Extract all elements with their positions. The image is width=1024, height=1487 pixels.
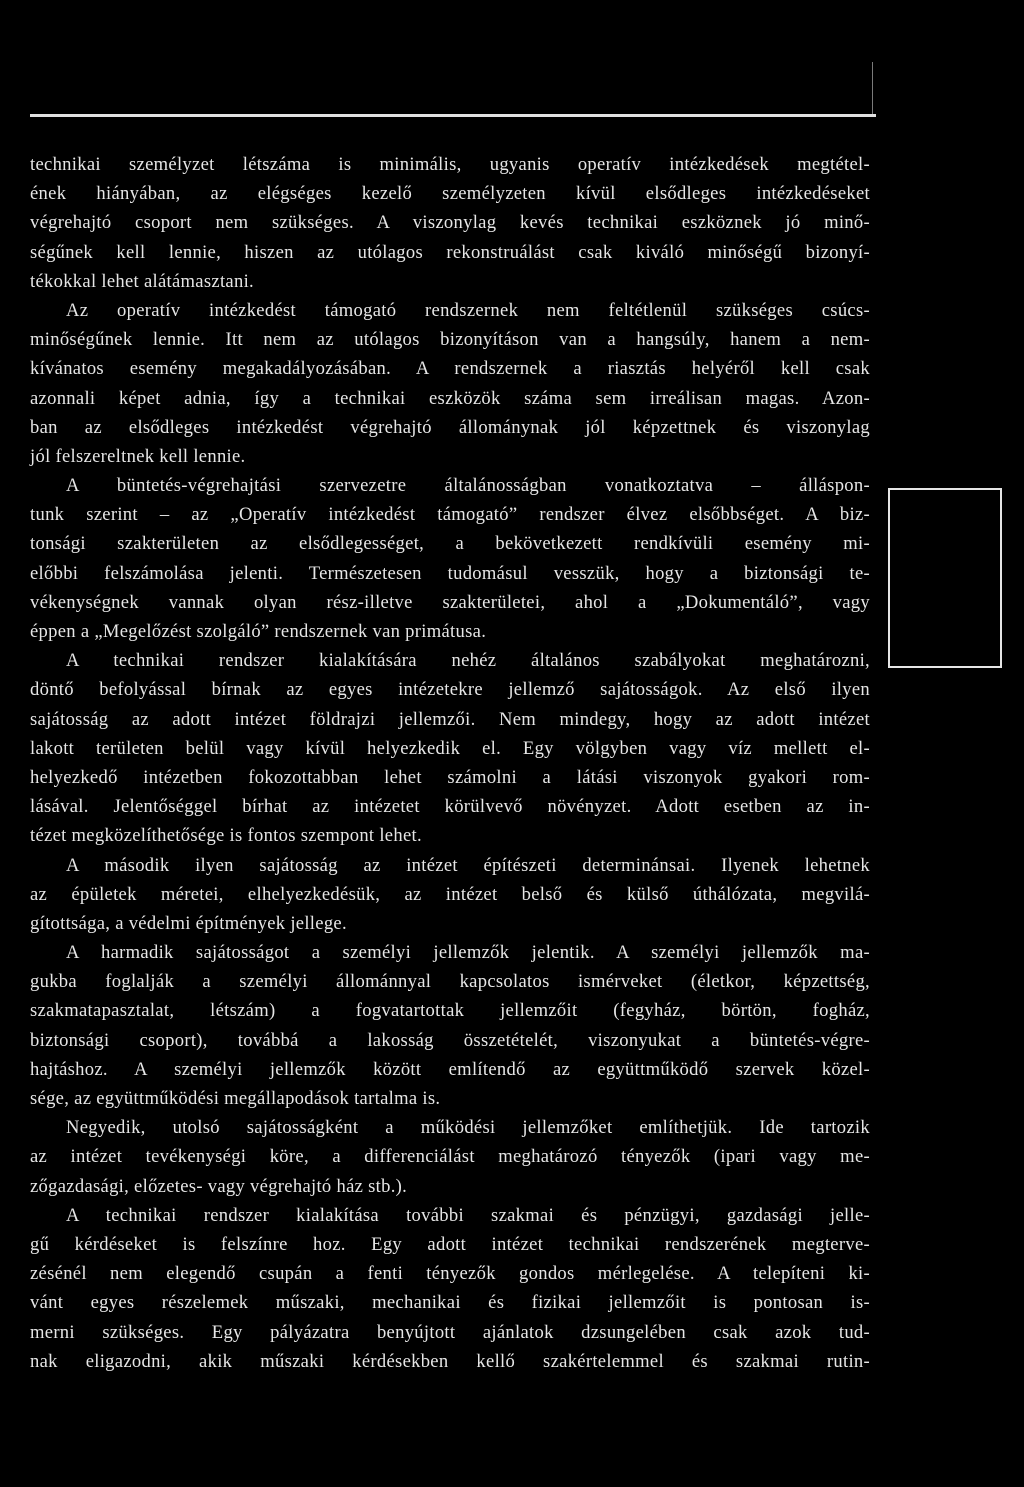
text-line: nak eligazodni, akik műszaki kérdésekben kellő szakértelemmel és szakmai rutin- xyxy=(30,1350,870,1372)
text-line: biztonsági csoport), továbbá a lakosság összetételét, viszonyukat a büntetés-végre- xyxy=(30,1029,870,1051)
text-line: az épületek méretei, elhelyezkedésük, az intézet belső és külső úthálózata, megvilá- xyxy=(30,883,870,905)
text-line: ségűnek kell lennie, hiszen az utólagos rekonstruálást csak kiváló minőségű bizonyí- xyxy=(30,241,870,263)
text-line: sége, az együttműködési megállapodások tartalma is. xyxy=(30,1088,441,1109)
text-line: zőgazdasági, előzetes- vagy végrehajtó ház stb.). xyxy=(30,1175,408,1197)
text-line: azonnali képet adnia, így a technikai eszközök száma sem irreálisan magas. Azon- xyxy=(30,387,870,409)
text-line: gű kérdéseket is felszínre hoz. Egy adott intézet technikai rendszerének megterve- xyxy=(30,1233,870,1255)
text-line: kívánatos esemény megakadályozásában. A rendszernek a riasztás helyéről kell csak xyxy=(30,358,870,380)
text-line: tonsági szakterületen az elsődlegességet, a bekövetkezett rendkívüli esemény mi- xyxy=(30,533,870,555)
text-line: lakott területen belül vagy kívül helyezkedik el. Egy völgyben vagy víz mellett el- xyxy=(30,737,870,759)
text-line: technikai személyzet létszáma is minimális, ugyanis operatív intézkedések megtétel- xyxy=(30,154,870,175)
paragraph-first-line: Negyedik, utolsó sajátosságként a működési jellemzőket említhetjük. Ide tartozik xyxy=(66,1117,870,1139)
text-line: jól felszereltnek kell lennie. xyxy=(30,445,246,467)
paragraph-first-line: A technikai rendszer kialakítására nehéz általános szabályokat meghatározni, xyxy=(66,650,870,672)
header-rule xyxy=(30,114,876,117)
text-line: lásával. Jelentőséggel bírhat az intézetet körülvevő növényzet. Adott esetben az in- xyxy=(30,796,870,818)
text-line: szakmatapasztalat, létszám) a fogvatartottak jellemzőit (fegyház, börtön, fogház, xyxy=(30,1000,870,1022)
text-line: tézet megközelíthetősége is fontos szempont lehet. xyxy=(30,825,422,847)
text-line: végrehajtó csoport nem szükséges. A viszonylag kevés technikai eszköznek jó minő- xyxy=(30,212,870,234)
text-line: ének hiányában, az elégséges kezelő személyzeten kívül elsődleges intézkedéseket xyxy=(30,183,870,205)
text-line: tékokkal lehet alátámasztani. xyxy=(30,270,254,292)
paragraph-first-line: A második ilyen sajátosság az intézet építészeti determinánsai. Ilyenek lehetnek xyxy=(66,854,870,876)
paragraph-first-line: A harmadik sajátosságot a személyi jellemzők jelentik. A személyi jellemzők ma- xyxy=(66,942,870,964)
text-line: helyezkedő intézetben fokozottabban lehet számolni a látási viszonyok gyakori rom- xyxy=(30,766,870,788)
text-line: vánt egyes részelemek műszaki, mechanikai és fizikai jellemzőit is pontosan is- xyxy=(30,1292,870,1314)
text-line: gukba foglalják a személyi állománnyal kapcsolatos ismérveket (életkor, képzettség, xyxy=(30,971,870,993)
text-line: sajátosság az adott intézet földrajzi jellemzői. Nem mindegy, hogy az adott intézet xyxy=(30,708,870,730)
text-line: merni szükséges. Egy pályázatra benyújtott ajánlatok dzsungelében csak azok tud- xyxy=(30,1321,870,1343)
text-line: vékenységnek vannak olyan rész-illetve szakterületei, ahol a „Dokumentáló”, vagy xyxy=(30,591,870,613)
text-line: tunk szerint – az „Operatív intézkedést támogató” rendszer élvez elsőbbséget. A biz- xyxy=(30,504,870,526)
text-line: döntő befolyással bírnak az egyes intézetekre jellemző sajátosságok. Az első ilyen xyxy=(30,679,870,701)
text-line: éppen a „Megelőzést szolgáló” rendszernek van primátusa. xyxy=(30,621,487,642)
text-line: minőségűnek lennie. Itt nem az utólagos bizonyításon van a hangsúly, hanem a nem- xyxy=(30,329,870,351)
paragraph-first-line: Az operatív intézkedést támogató rendszernek nem feltétlenül szükséges csúcs- xyxy=(66,299,870,321)
text-line: ban az elsődleges intézkedést végrehajtó állománynak jól képzettnek és viszonylag xyxy=(30,416,870,438)
text-line: az intézet tevékenységi köre, a differenciálást meghatározó tényezők (ipari vagy me- xyxy=(30,1146,870,1168)
margin-box xyxy=(888,488,1002,668)
text-line: előbbi felszámolása jelenti. Természetesen tudomásul vesszük, hogy a biztonsági te- xyxy=(30,562,870,584)
text-line: hajtáshoz. A személyi jellemzők között említendő az együttműködő szervek közel- xyxy=(30,1058,870,1080)
margin-tick-mark xyxy=(872,62,873,116)
text-line: gítottsága, a védelmi építmények jellege. xyxy=(30,912,347,934)
text-line: zésénél nem elegendő csupán a fenti tényezők gondos mérlegelése. A telepíteni ki- xyxy=(30,1263,870,1285)
paragraph-first-line: A technikai rendszer kialakítása további szakmai és pénzügyi, gazdasági jelle- xyxy=(66,1204,870,1226)
paragraph-first-line: A büntetés-végrehajtási szervezetre általánosságban vonatkoztatva – álláspon- xyxy=(66,475,870,497)
body-text xyxy=(30,150,870,1376)
